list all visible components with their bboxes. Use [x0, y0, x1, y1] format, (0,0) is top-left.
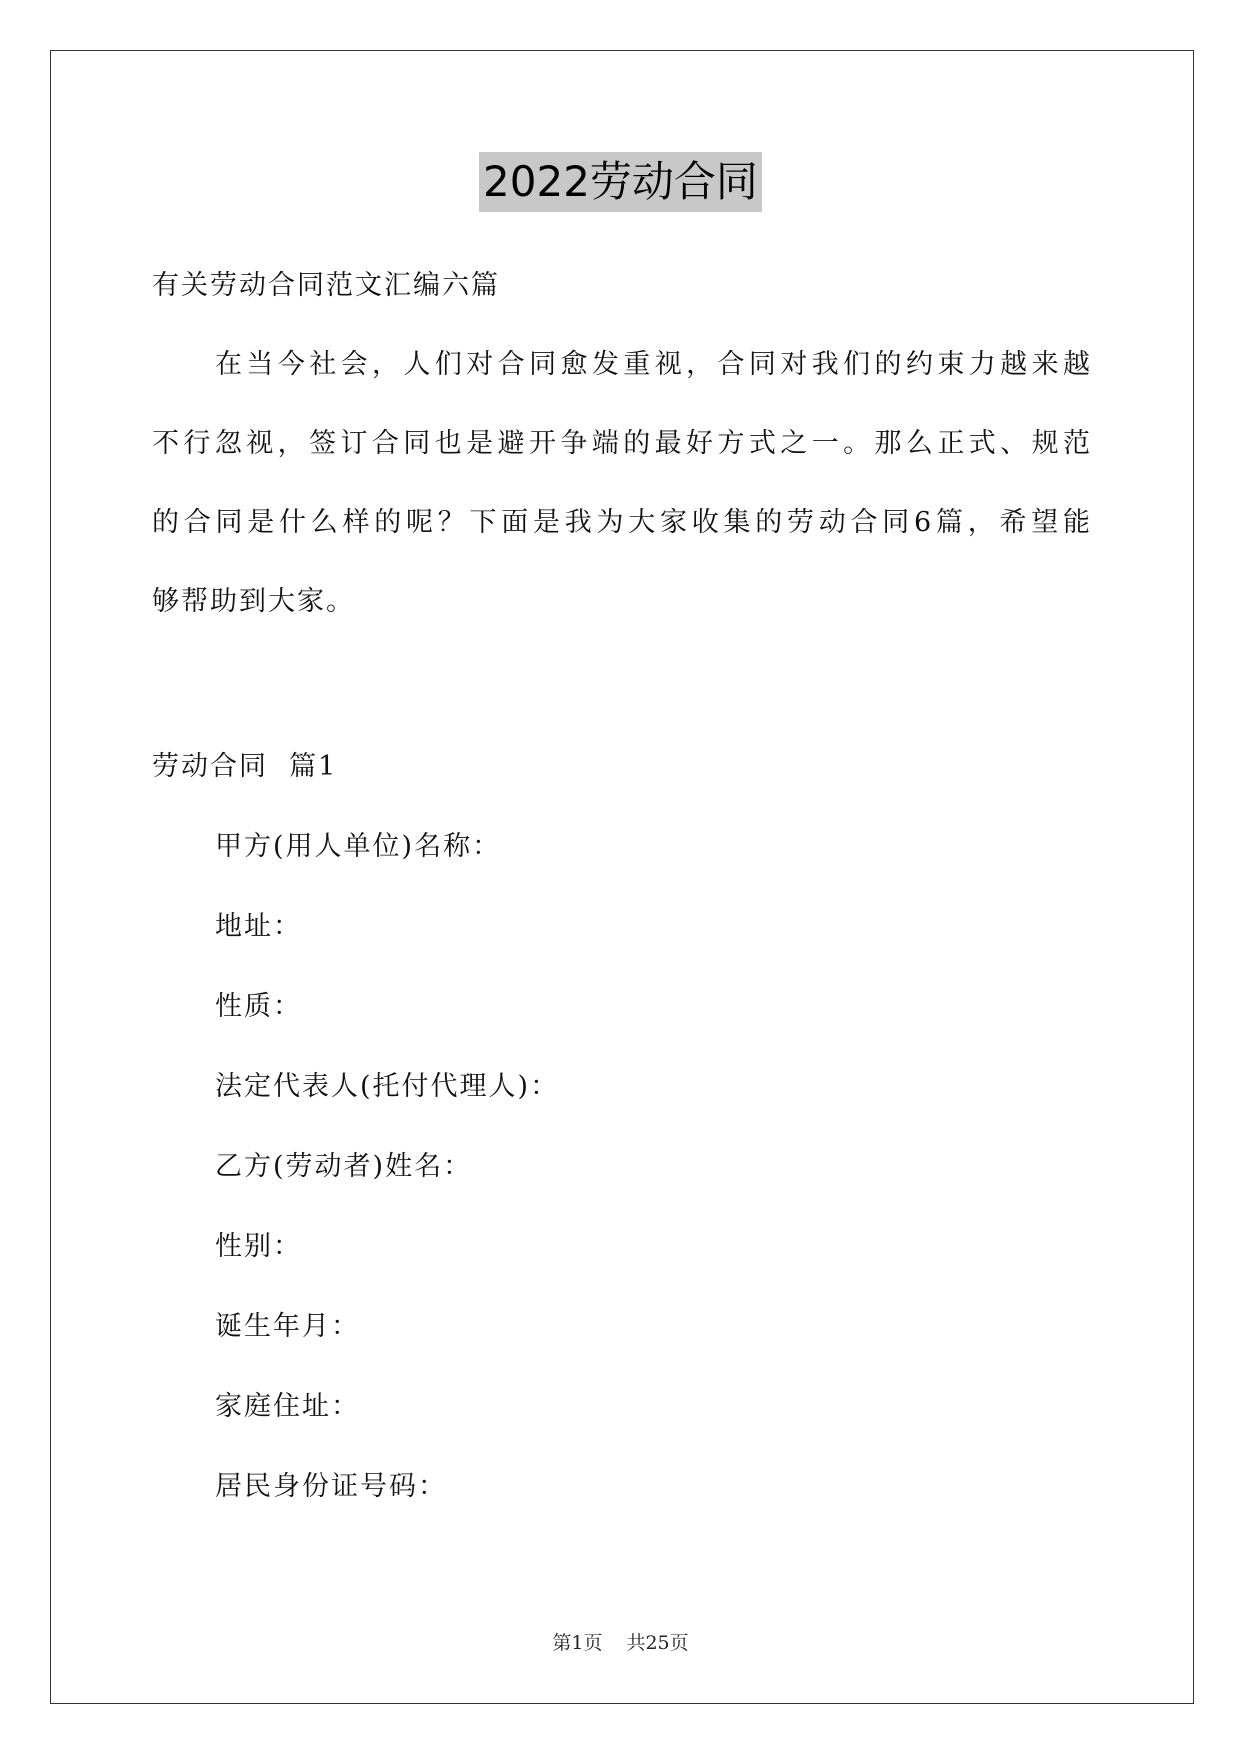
total-pages: 共25页 — [626, 1632, 689, 1654]
page-number: 第1页 — [552, 1632, 603, 1654]
field-address: 地址： — [215, 911, 302, 942]
intro-line-1: 在当今社会，人们对合同愈发重视，合同对我们的约束力越来越 — [215, 349, 1090, 380]
section-heading: 劳动合同 篇1 — [152, 751, 338, 782]
field-nature: 性质： — [215, 991, 302, 1022]
field-home-address: 家庭住址： — [215, 1391, 360, 1422]
document-title: 2022劳动合同 — [479, 152, 762, 212]
field-id-number: 居民身份证号码： — [215, 1471, 447, 1502]
field-legal-representative: 法定代表人(托付代理人)： — [215, 1071, 560, 1102]
page-footer — [0, 1630, 1241, 1656]
document-subtitle: 有关劳动合同范文汇编六篇 — [152, 270, 500, 301]
title-container — [0, 152, 1241, 212]
intro-line-2: 不行忽视，签订合同也是避开争端的最好方式之一。那么正式、规范 — [152, 428, 1090, 459]
field-employee-name: 乙方(劳动者)姓名： — [215, 1151, 473, 1182]
intro-line-4: 够帮助到大家。 — [152, 586, 355, 617]
field-birth-date: 诞生年月： — [215, 1311, 360, 1342]
intro-line-3: 的合同是什么样的呢？下面是我为大家收集的劳动合同6篇，希望能 — [152, 507, 1090, 538]
field-employer-name: 甲方(用人单位)名称： — [215, 831, 502, 862]
field-gender: 性别： — [215, 1231, 302, 1262]
